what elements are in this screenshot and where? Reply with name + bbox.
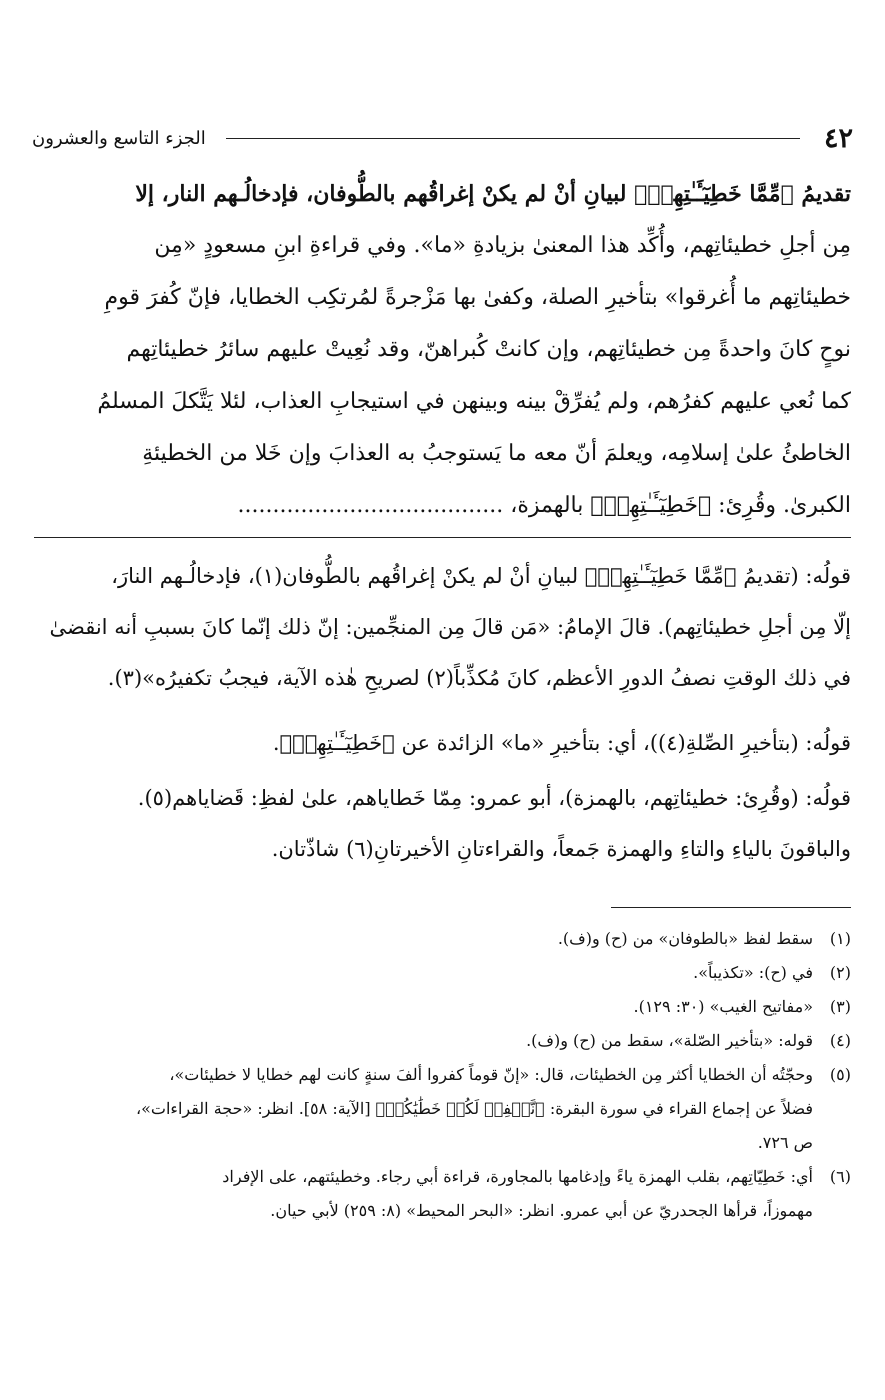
footnote-text: أي: خَطِيّاتِهم، بقلب الهمزة ياءً وإدغامها بالمجاورة، قراءة أبي رجاء. وخطيئتهم، على الإفراد [222, 1167, 813, 1186]
gloss-text [34, 551, 851, 875]
footnote-text: مهموزاً، قرأها الجحدريّ عن أبي عمرو. انظر: «البحر المحيط» (٨: ٢٥٩) لأبي حيان. [270, 1201, 813, 1220]
footnote-text: سقط لفظ «بالطوفان» من (ح) و(ف). [557, 929, 813, 948]
page-header [32, 118, 853, 158]
gloss-line: قولُه: (تقديمُ ﴿مِّمَّا خَطِيٓـَٔـٰتِهِمۡ﴾ لبيانِ أنْ لم يكنْ إغراقُهم بالطُّوفان(١)، فإدخالُـهم النارَ، [111, 564, 851, 588]
footnotes [34, 922, 851, 1228]
gloss-line: في ذلك الوقتِ نصفُ الدورِ الأعظم، كانَ مُكذِّباً(٢) لصريحِ هٰذه الآية، فيجبُ تكفيرُه»(٣). [107, 666, 851, 690]
commentary-line: مِن أجلِ خطيئاتِهم، وأُكِّد هذا المعنىٰ بزيادةِ «ما». وفي قراءةِ ابنِ مسعودٍ «مِن [154, 233, 851, 258]
footnote-rule [611, 907, 851, 908]
header-rule [226, 138, 800, 139]
footnote-number: (١) [829, 929, 851, 948]
gloss-line: إلّا مِن أجلِ خطيئاتِهم). قالَ الإمامُ: «مَن قالَ مِن المنجِّمين: إنّ ذلك إنّما كانَ بسببِ أنه انقضىٰ [49, 615, 851, 639]
footnote-3 [34, 990, 851, 1024]
page-number: ٤٢ [823, 122, 853, 154]
commentary-line: خطيئاتِهم ما أُغرقوا» بتأخيرِ الصلة، وكفىٰ بها مَزْجرةً لمُرتكِب الخطايا، فإنّ كُفرَ قومِ [104, 285, 851, 310]
commentary-text [34, 168, 851, 532]
footnote-5 [34, 1058, 851, 1160]
gloss-line: قولُه: (وقُرِئ: خطيئاتِهم، بالهمزة)، أبو عمرو: مِمّا خَطاياهم، علىٰ لفظِ: قَضاياهم(٥). [137, 786, 851, 810]
footnote-number: (٥) [829, 1065, 851, 1084]
commentary-line: الخاطئُ علىٰ إسلامِه، ويعلمَ أنّ معه ما يَستوجبُ به العذابَ وإن خَلا من الخطيئةِ [142, 441, 851, 466]
footnote-6 [34, 1160, 851, 1228]
footnote-1 [34, 922, 851, 956]
footnote-text: «مفاتيح الغيب» (٣٠: ١٢٩). [633, 997, 813, 1016]
footnote-text: وحجّتُه أن الخطايا أكثر مِن الخطيئات، قال: «إنّ قوماً كفروا ألفَ سنةٍ كانت لهم خطايا لا خطيئات»، [169, 1065, 813, 1084]
footnote-text: قوله: «بتأخير الصّلة»، سقط من (ح) و(ف). [526, 1031, 813, 1050]
footnote-number: (٣) [829, 997, 851, 1016]
footnote-text: في (ح): «تكذيباً». [693, 963, 813, 982]
footnote-2 [34, 956, 851, 990]
running-title: الجزء التاسع والعشرون [32, 127, 206, 149]
footnote-number: (٦) [829, 1167, 851, 1186]
footnote-text: ص ٧٢٦. [757, 1133, 813, 1152]
footnote-4 [34, 1024, 851, 1058]
commentary-line: كما نُعي عليهم كفرُهم، ولم يُفرِّقْ بينه وبينهن في استيجابِ العذاب، لئلا يَتَّكلَ المسلمُ [97, 389, 851, 414]
footnote-number: (٢) [829, 963, 851, 982]
section-divider [34, 537, 851, 538]
footnote-text: فضلاً عن إجماع القراء في سورة البقرة: ﴿نَّغۡفِرۡ لَكُمۡ خَطَٰيَٰكُمۡ﴾ [الآية: ٥٨]. انظر: «حجة القراءات»، [135, 1099, 813, 1118]
gloss-line: قولُه: (بتأخيرِ الصِّلةِ(٤))، أي: بتأخيرِ «ما» الزائدة عن ﴿خَطِيٓـَٔـٰتِهِمۡ﴾. [272, 731, 851, 755]
commentary-line: نوحٍ كانَ واحدةً مِن خطيئاتِهم، وإن كانتْ كُبراهنّ، وقد نُعِيتْ عليهم سائرُ خطيئاتِهم [126, 337, 851, 362]
footnote-number: (٤) [829, 1031, 851, 1050]
gloss-line: والباقونَ بالياءِ والتاءِ والهمزة جَمعاً، والقراءتانِ الأخيرتانِ(٦) شاذّتان. [271, 837, 851, 861]
commentary-line: تقديمُ ﴿مِّمَّا خَطِيٓـَٔـٰتِهِمۡ﴾ لبيانِ أنْ لم يكنْ إغراقُهم بالطُّوفان، فإدخالُـهم النار، إلا [135, 181, 851, 207]
commentary-line: الكبرىٰ. وقُرِئ: ﴿خَطِيٓـَٔـٰتِهِمۡ﴾ بالهمزة، ...................................... [237, 493, 851, 518]
